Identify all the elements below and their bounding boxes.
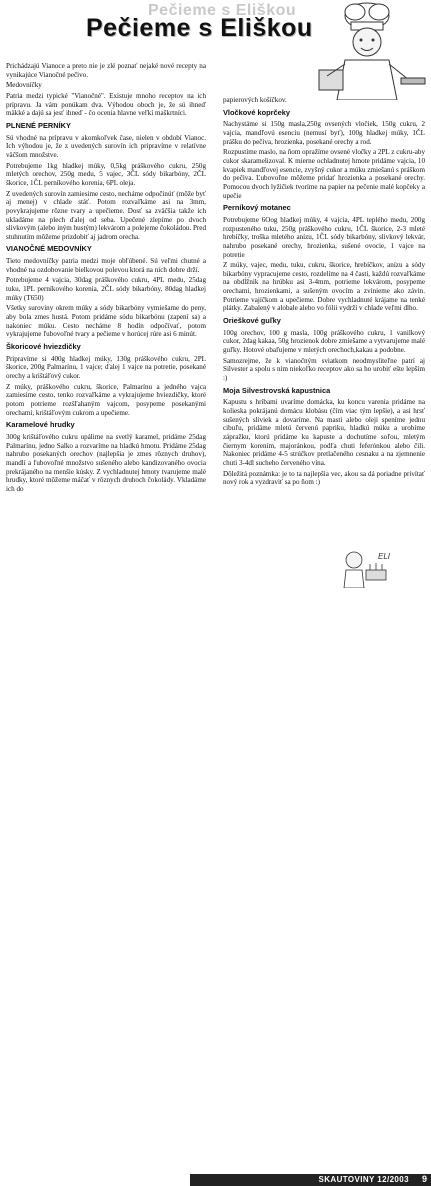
ingredients-paragraph: Potrebujeme 4 vajcia, 30dag práškového cukru, 4PL medu, 25dag tuku, 1PL perníkového korenia, 2ČL sódy bikarbóny, 80dag hladkej múky (T650) [6, 276, 206, 302]
method-paragraph: Z múky, práškového cukru, škorice, Palmarínu a jedného vajca zamiesime cesto, tenko rozvaľkáme a vykrajujeme hviezdičky, ktoré potom potrieme rozšľahaným vajcom, posypeme posekanými orechami, krištáľovým cukrom a upečieme. [6, 382, 206, 417]
note-paragraph: Dôležitá poznámka: je to ta najlepšia vec, akou sa dá poriadne privítať nový rok a vyzdraviť sa po ňom :) [223, 469, 425, 487]
method-paragraph: Z múky, vajec, medu, tuku, cukru, škorice, hrebíčkov, anízu a sódy bikarbóny vypracujeme cesto, rozdelíme na 4 časti, každú rozvaľkáme na obdĺžnik na hrúbku asi 3-4mm, potrieme lekvárom, posypeme orechami, hrozienkami, a sušeným ovocím a zvinieme ako závin. Potrieme vajíčkom a upečieme. Dobre vychladnuté krájame na tenké plátky. Zabalený v alobale alebo vo fólii vydrží v chlade veľmi dlho. [223, 261, 425, 313]
section-heading-skoricove-hviezdicky: Škoricové hviezdičky [6, 342, 81, 352]
magazine-issue-label: SKAUTOVINY 12/2003 [318, 1175, 409, 1184]
ingredients-paragraph: Pripravíme si 400g hladkej múky, 130g práškového cukru, 2PL škorice, 200g Palmarínu, 1 vajce; ďalej 1 vajce na potretie, posekané orechy a krištáľový cukor. [6, 354, 206, 380]
closing-paragraph: Samozrejme, že k vianočným sviatkom neodmysliteľne patrí aj Silvester a spolu s ním niekoľko receptov ako sa ho urobiť ešte lepším :) [223, 356, 425, 383]
author-signature: ELI [378, 552, 391, 561]
paragraph: Sú vhodné na prípravu v akomkoľvek čase, nielen v období Vianoc. Ich výhodou je, že z uvedených surovín ich pripravíme v relatívne väčšom množstve. [6, 133, 206, 159]
section-heading-silvestrovska-kapustnica: Moja Silvestrovská kapustnica [223, 385, 331, 395]
paragraph: 300g krištáľového cukru upálime na svetlý karamel, pridáme 25dag Palmarínu, jedno Salko a rozvaríme na hladkú hmotu. Pridáme 25dag nahrubo posekaných orechov (najlepšia je zmes rôznych druhov), mandlí a ľubovoľné množstvo sušeného alebo kandizovaného ovocia prekrájaného na menšie kúsky. Z vychladnutej hmoty tvarujeme malé hrudky, ktoré môžeme máčať v rôznych druhoch čokolády. Vkladáme ich do [6, 432, 206, 493]
section-heading-orieskove-gulky: Orieškové guľky [223, 316, 281, 326]
continuation-paragraph: papierových košíčkov. [223, 96, 287, 104]
page-title: Pečieme s Eliškou [86, 14, 313, 42]
section-heading-vlockove-kopceky: Vločkové koprčeky [223, 107, 290, 117]
paragraph: 100g orechov, 100 g masla, 100g práškového cukru, 1 vanilkový cukor, 2dag kakaa, 50g hrozienok dobre zmiešame a vytvarujeme malé guľky. Hotové obaľujeme v mletých orechoch,kakau a podobne. [223, 328, 425, 355]
section-heading-karamelove-hrudky: Karamelové hrudky [6, 420, 75, 430]
girl-with-cake-illustration [340, 548, 400, 588]
page-footer [0, 586, 431, 1184]
ingredients-paragraph: Nachystáme si 150g masla,250g ovsených vločiek, 150g cukru, 2 vajcia, mandľovú esenciu (nemusí byť), 100g hladkej múky, 1ČL prášku do pečiva, hrozienka, posekané orechy a rod. [223, 120, 425, 146]
section-heading-pernikovy-motanec: Perníkový motanec [223, 203, 291, 213]
method-paragraph: Rozpustíme maslo, na ňom opražíme ovsené vločky a 2PL z cukru-aby cukor skaramelizoval. K mierne ochladnutej hmote pridáme vajcia, 10 kvapiek mandľovej esencie, zvyšný cukor a múku zmiešanú s práškom do pečiva. Ľubovoľne môžeme pridať hrozienka a posekané orechy. Pomocou dvoch lyžičiek tvoríme na papier na pečenie malé kopčeky a upečie [223, 148, 425, 200]
right-column [223, 96, 425, 489]
section-heading-plnene-perniky: PLNENÉ PERNÍKY [6, 120, 71, 130]
ingredients-paragraph: Potrebujeme 6Oog hladkej múky, 4 vajcia, 4PL teplého medu, 200g rozpusteného tuku, 250g práškového cukru, 1ČL škorice, 2-3 mleté hrebíčky, troška mletého anízu, 1ČL sódy bikarbóny, slivkový lekvár, nahrubo posekané orechy, hrozienka, sušené ovocie, 1 vajce na potretie [223, 215, 425, 259]
method-paragraph: Všetky suroviny okrem múky a sódy bikarbóny vymiešame do peny, aby bola zmes hustá. Potom pridáme sódu bikarbónu (zapení sa) a nakoniec múku. Cesto necháme 8 hodín odpočívať, potom vykrajujeme ľubovoľné tvary a pečieme v horúcej rúre asi 6 minút. [6, 304, 206, 339]
left-column [6, 62, 206, 496]
paragraph: Kapustu s hríbami uvaríme domácka, ku koncu varenia pridáme na kolieska pokrájanú domácu klobásu (čím viac tým lepšie), a asi hrsť sušených sliviek a dovaríme. Na masti alebo oleji speníme jednu cibuľu, pridáme mletú červenú papriku, hladkú múku a urobíme zápražku, ktorú pridáme ku kapuste a dochutíme soľou, mletým čiernym korením, majoránkou, podľa chuti feferónkou alebo čili. Nakoniec pridáme 4-5 strúčkov pretlačeného cesnaku a na zjemnenie chuti 3-4dl sucheho červeného vína. [223, 398, 425, 467]
method-paragraph: Z uvedených surovín zamiesime cesto, necháme odpočinúť (môže byť aj menej) v chlade stáť. Potom rozvaľkáme asi na 3mm, povykrajujeme rôzne tvary a upečieme. Dosť sa zväčšia takže ich ukladáme na plech ďalej od seba. Upečené zlepíme po dvoch slivkovým (alebo iným hustým) lekvárom a polejeme čokoládou. Pred stuhnutím môžeme prizdobiť aj jadrom orecha. [6, 189, 206, 241]
section-heading-medovnicky: Medovníčky [6, 81, 42, 90]
chef-girl-illustration [305, 0, 431, 100]
paragraph: Tieto medovníčky patria medzi moje obľúbené. Sú veľmi chutné a vhodné na ozdobovanie bielkovou polevou ktorá na nich dobre drží. [6, 257, 206, 274]
page-number: 9 [421, 1174, 427, 1184]
intro-paragraph: Prichádzajú Vianoce a preto nie je zlé poznať nejaké nové recepty na vynikajúce Vianočné pečivo. [6, 62, 206, 79]
ingredients-paragraph: Potrebujeme 1kg hladkej múky, 0,5kg práškového cukru, 250g mletých orechov, 250g medu, 5 vajec, 3ČL sódy bikarbóny, 2ČL škorice, 1ČL perníkového korenia, 6PL oleja. [6, 161, 206, 187]
header-ghost-title: Pečieme s Eliškou [148, 2, 297, 19]
paragraph: Patria medzi typické "Vianočné". Existuje mnoho receptov na ich prípravu. Ja vám ponúkam dva. Výhodou oboch je, že sú ihneď mäkké a dajú sa jesť ihneď - čo ocenia hlavne veľkí maškrtníci. [6, 91, 206, 118]
section-heading-vianocne-medovniky: VIANOČNÉ MEDOVNÍKY [6, 244, 92, 254]
